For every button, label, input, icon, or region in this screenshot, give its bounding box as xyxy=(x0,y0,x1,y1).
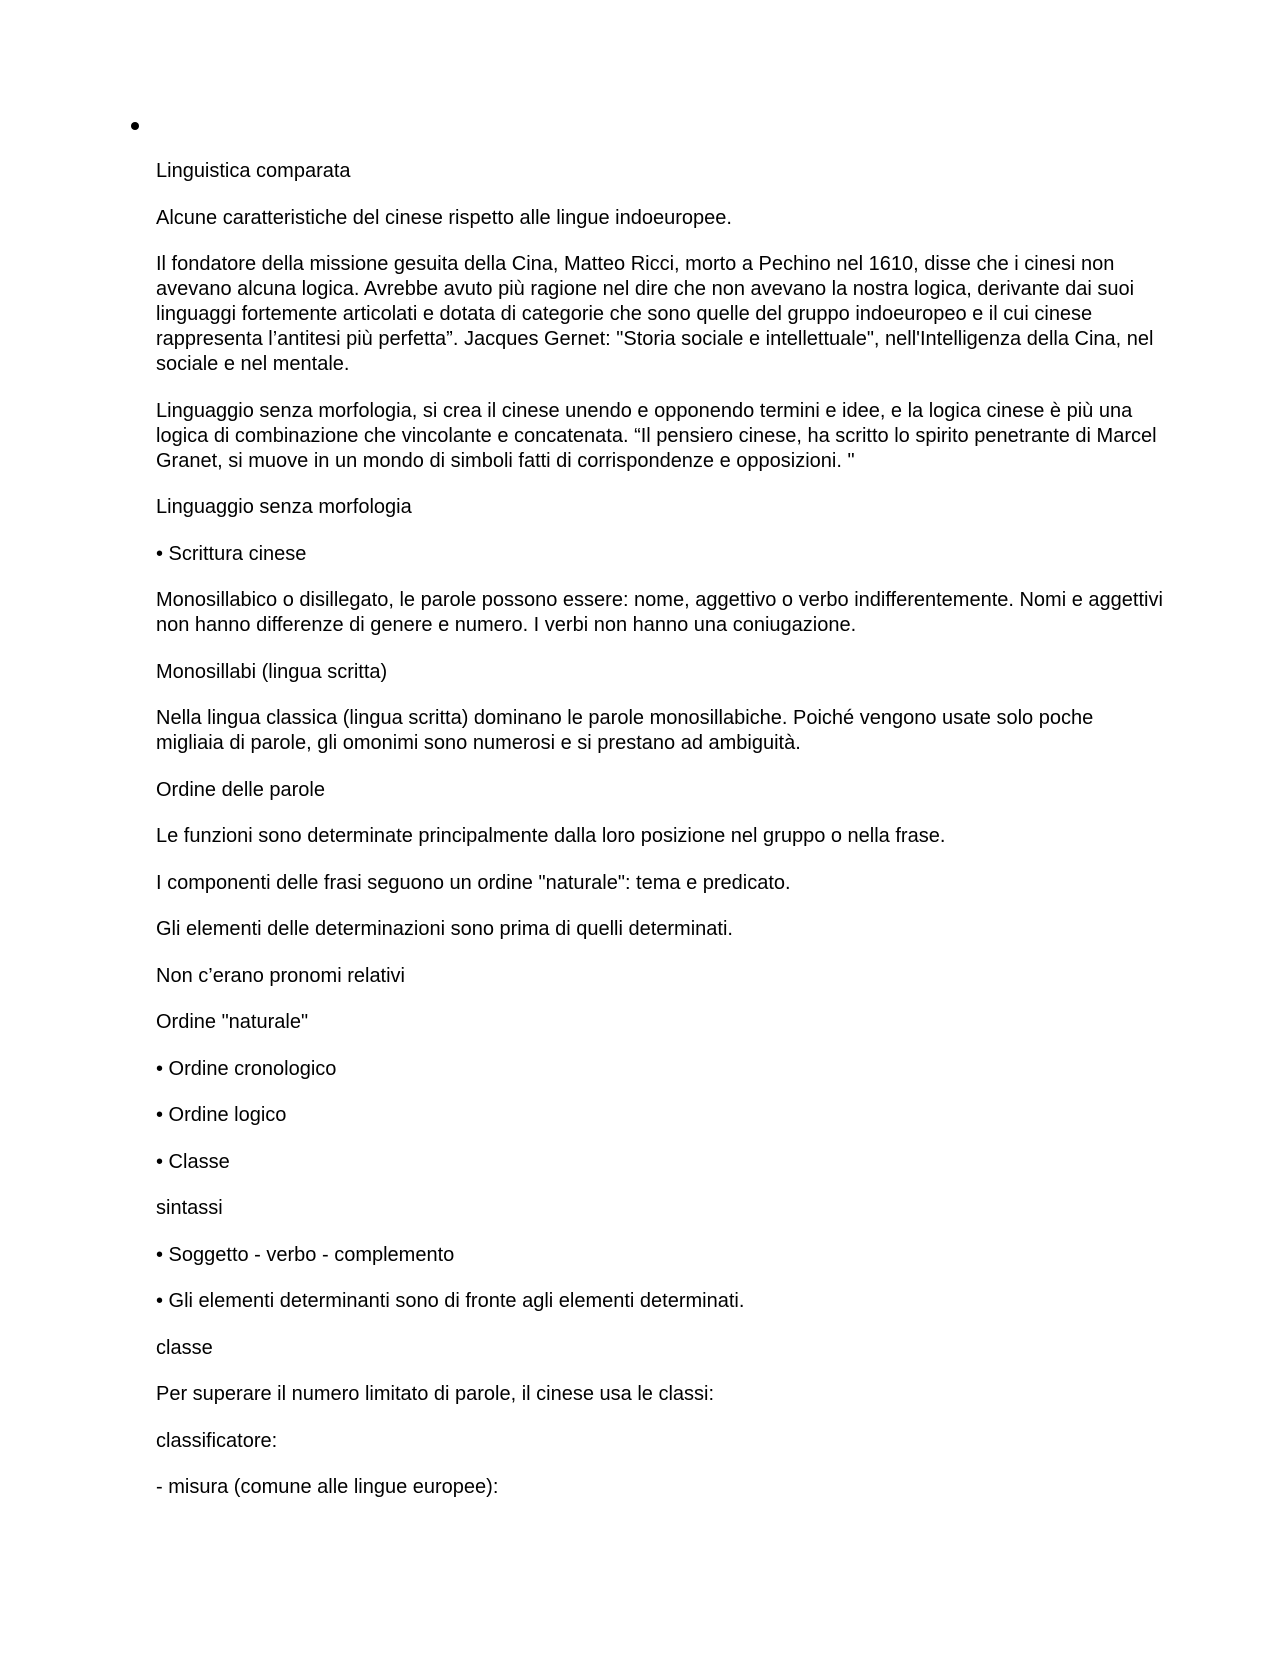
paragraph: I componenti delle frasi seguono un ordine "naturale": tema e predicato. xyxy=(156,871,791,894)
list-bullet-icon xyxy=(131,122,139,130)
paragraph: Nella lingua classica (lingua scritta) dominano le parole monosillabiche. Poiché vengono usate solo poche migliaia di parole, gli omonimi sono numerosi e si prestano ad ambiguità. xyxy=(156,707,1094,754)
paragraph: Monosillabi (lingua scritta) xyxy=(156,660,388,683)
paragraph: Linguaggio senza morfologia xyxy=(156,496,412,518)
list-item: • Ordine logico xyxy=(156,1104,287,1126)
paragraph: Non c’erano pronomi relativi xyxy=(156,964,406,987)
list-item: • Scrittura cinese xyxy=(156,542,307,565)
paragraph: Monosillabico o disillegato, le parole possono essere: nome, aggettivo o verbo indifferentemente. Nomi e aggettivi non hanno differenze di genere e numero. I verbi non hanno una coniugazione. xyxy=(156,589,1163,636)
list-item: • Gli elementi determinanti sono di fronte agli elementi determinati. xyxy=(156,1290,745,1312)
list-item: • Classe xyxy=(156,1150,230,1173)
paragraph: Gli elementi delle determinazioni sono prima di quelli determinati. xyxy=(156,918,733,940)
list-item: • Soggetto - verbo - complemento xyxy=(156,1243,455,1266)
paragraph: classificatore: xyxy=(156,1429,278,1452)
list-item: • Ordine cronologico xyxy=(156,1057,337,1080)
paragraph: Ordine "naturale" xyxy=(156,1011,309,1033)
paragraph: sintassi xyxy=(156,1197,223,1219)
section-heading: Linguistica comparata xyxy=(156,160,351,182)
paragraph: Linguaggio senza morfologia, si crea il cinese unendo e opponendo termini e idee, e la logica cinese è più una logica di combinazione che vincolante e concatenata. “Il pensiero cinese, ha scritto lo spirito penetrante di Marcel Granet, si muove in un mondo di simboli fatti di corrispondenze e opposizioni. " xyxy=(156,399,1157,472)
document-body xyxy=(156,159,1166,1522)
paragraph: Ordine delle parole xyxy=(156,778,325,801)
paragraph: Le funzioni sono determinate principalmente dalla loro posizione nel gruppo o nella frase. xyxy=(156,825,946,847)
paragraph: Per superare il numero limitato di parole, il cinese usa le classi: xyxy=(156,1383,715,1405)
paragraph: classe xyxy=(156,1336,213,1359)
paragraph: Il fondatore della missione gesuita della Cina, Matteo Ricci, morto a Pechino nel 1610, disse che i cinesi non avevano alcuna logica. Avrebbe avuto più ragione nel dire che non avevano la nostra logica, derivante dai suoi linguaggi fortemente articolati e dotata di categorie che sono quelle del gruppo indoeuropeo e il cui cinese rappresenta l’antitesi più perfetta”. Jacques Gernet: "Storia sociale e intellettuale", nell'Intelligenza della Cina, nel sociale e nel mentale. xyxy=(156,253,1154,375)
paragraph: Alcune caratteristiche del cinese rispetto alle lingue indoeuropee. xyxy=(156,206,732,229)
paragraph: - misura (comune alle lingue europee): xyxy=(156,1476,499,1498)
